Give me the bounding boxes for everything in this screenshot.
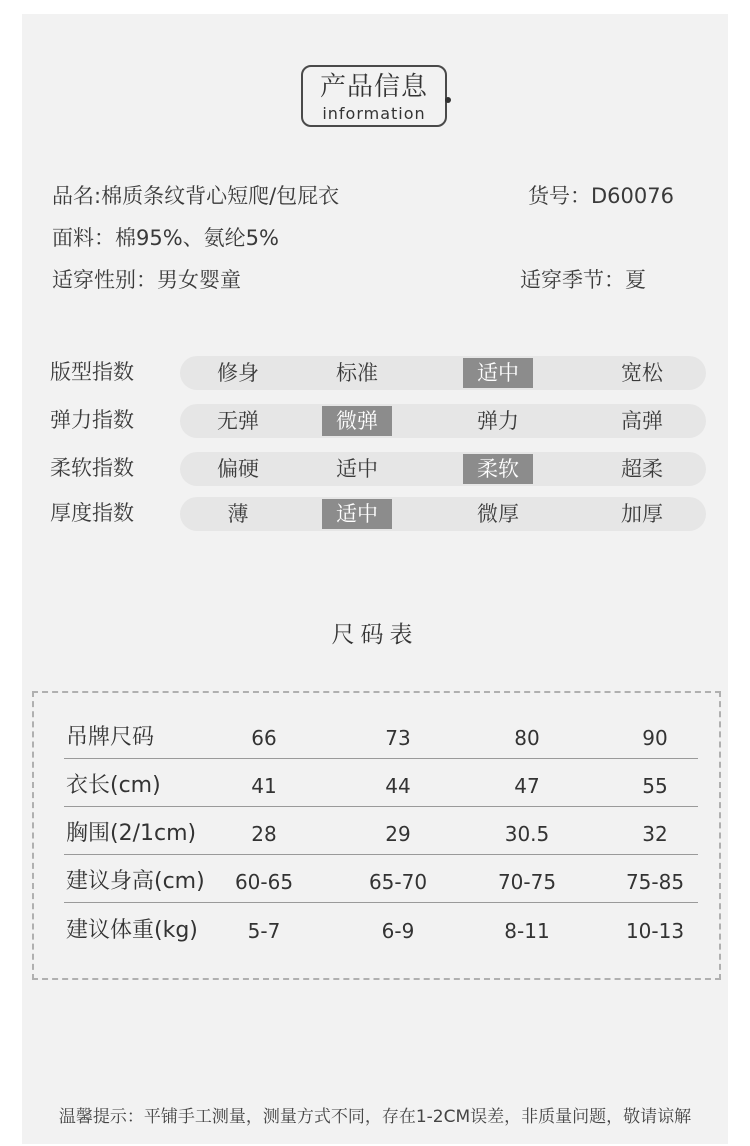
index-scale <box>180 404 706 438</box>
row-divider <box>64 854 698 855</box>
table-row <box>66 858 700 906</box>
table-cell: 8-11 <box>504 919 550 943</box>
index-option-selected: 柔软 <box>463 454 533 484</box>
table-cell: 5-7 <box>247 919 281 943</box>
index-scale <box>180 497 706 531</box>
table-row <box>66 907 700 955</box>
table-cell: 90 <box>642 726 668 750</box>
index-option: 弹力 <box>477 409 519 433</box>
table-row <box>66 762 700 810</box>
season-info: 适穿季节：夏 <box>520 268 646 292</box>
table-cell: 65-70 <box>368 870 428 894</box>
table-cell: 28 <box>251 822 277 846</box>
index-option: 超柔 <box>621 457 663 481</box>
index-option-selected: 适中 <box>322 499 392 529</box>
table-row-label: 衣长(cm) <box>66 773 161 798</box>
index-label: 版型指数 <box>50 360 134 384</box>
table-cell: 44 <box>385 774 411 798</box>
table-cell: 10-13 <box>625 919 685 943</box>
table-cell: 6-9 <box>381 919 415 943</box>
table-cell: 75-85 <box>625 870 685 894</box>
table-cell: 47 <box>514 774 540 798</box>
index-option: 高弹 <box>621 409 663 433</box>
size-chart-title: 尺码表 <box>331 622 419 648</box>
index-option: 偏硬 <box>217 457 259 481</box>
index-option: 薄 <box>227 502 249 526</box>
row-divider <box>64 806 698 807</box>
row-divider <box>64 902 698 903</box>
table-cell: 73 <box>385 726 411 750</box>
table-cell: 60-65 <box>234 870 294 894</box>
table-cell: 29 <box>385 822 411 846</box>
fabric-info: 面料：棉95%、氨纶5% <box>52 226 279 250</box>
table-row <box>66 810 700 858</box>
index-option: 无弹 <box>217 409 259 433</box>
index-scale <box>180 452 706 486</box>
index-label: 弹力指数 <box>50 408 134 432</box>
index-option: 适中 <box>336 457 378 481</box>
section-title-box <box>301 65 447 127</box>
index-option: 宽松 <box>621 361 663 385</box>
section-title-en: information <box>322 104 426 123</box>
table-cell: 66 <box>251 726 277 750</box>
index-option: 标准 <box>336 361 378 385</box>
section-title-zh: 产品信息 <box>319 72 428 102</box>
index-option-selected: 适中 <box>463 358 533 388</box>
item-number: 货号：D60076 <box>528 184 674 208</box>
index-option: 微厚 <box>477 502 519 526</box>
index-scale <box>180 356 706 390</box>
index-option: 修身 <box>217 361 259 385</box>
table-cell: 32 <box>642 822 668 846</box>
table-row-label: 胸围(2/1cm) <box>66 821 197 846</box>
table-cell: 80 <box>514 726 540 750</box>
index-label: 柔软指数 <box>50 456 134 480</box>
table-row <box>66 714 700 762</box>
footer-note: 温馨提示：平铺手工测量，测量方式不同，存在1-2CM误差，非质量问题，敬请谅解 <box>58 1107 692 1127</box>
table-cell: 30.5 <box>504 822 550 846</box>
table-row-label: 建议体重(kg) <box>66 918 198 943</box>
table-row-label: 建议身高(cm) <box>66 869 205 894</box>
index-option-selected: 微弹 <box>322 406 392 436</box>
table-cell: 41 <box>251 774 277 798</box>
table-cell: 70-75 <box>497 870 557 894</box>
dot-decoration-icon <box>445 97 451 103</box>
table-cell: 55 <box>642 774 668 798</box>
table-row-label: 吊牌尺码 <box>66 725 155 750</box>
row-divider <box>64 758 698 759</box>
gender-info: 适穿性别：男女婴童 <box>52 268 241 292</box>
product-name: 品名:棉质条纹背心短爬/包屁衣 <box>52 184 340 208</box>
index-label: 厚度指数 <box>50 501 134 525</box>
index-option: 加厚 <box>621 502 663 526</box>
